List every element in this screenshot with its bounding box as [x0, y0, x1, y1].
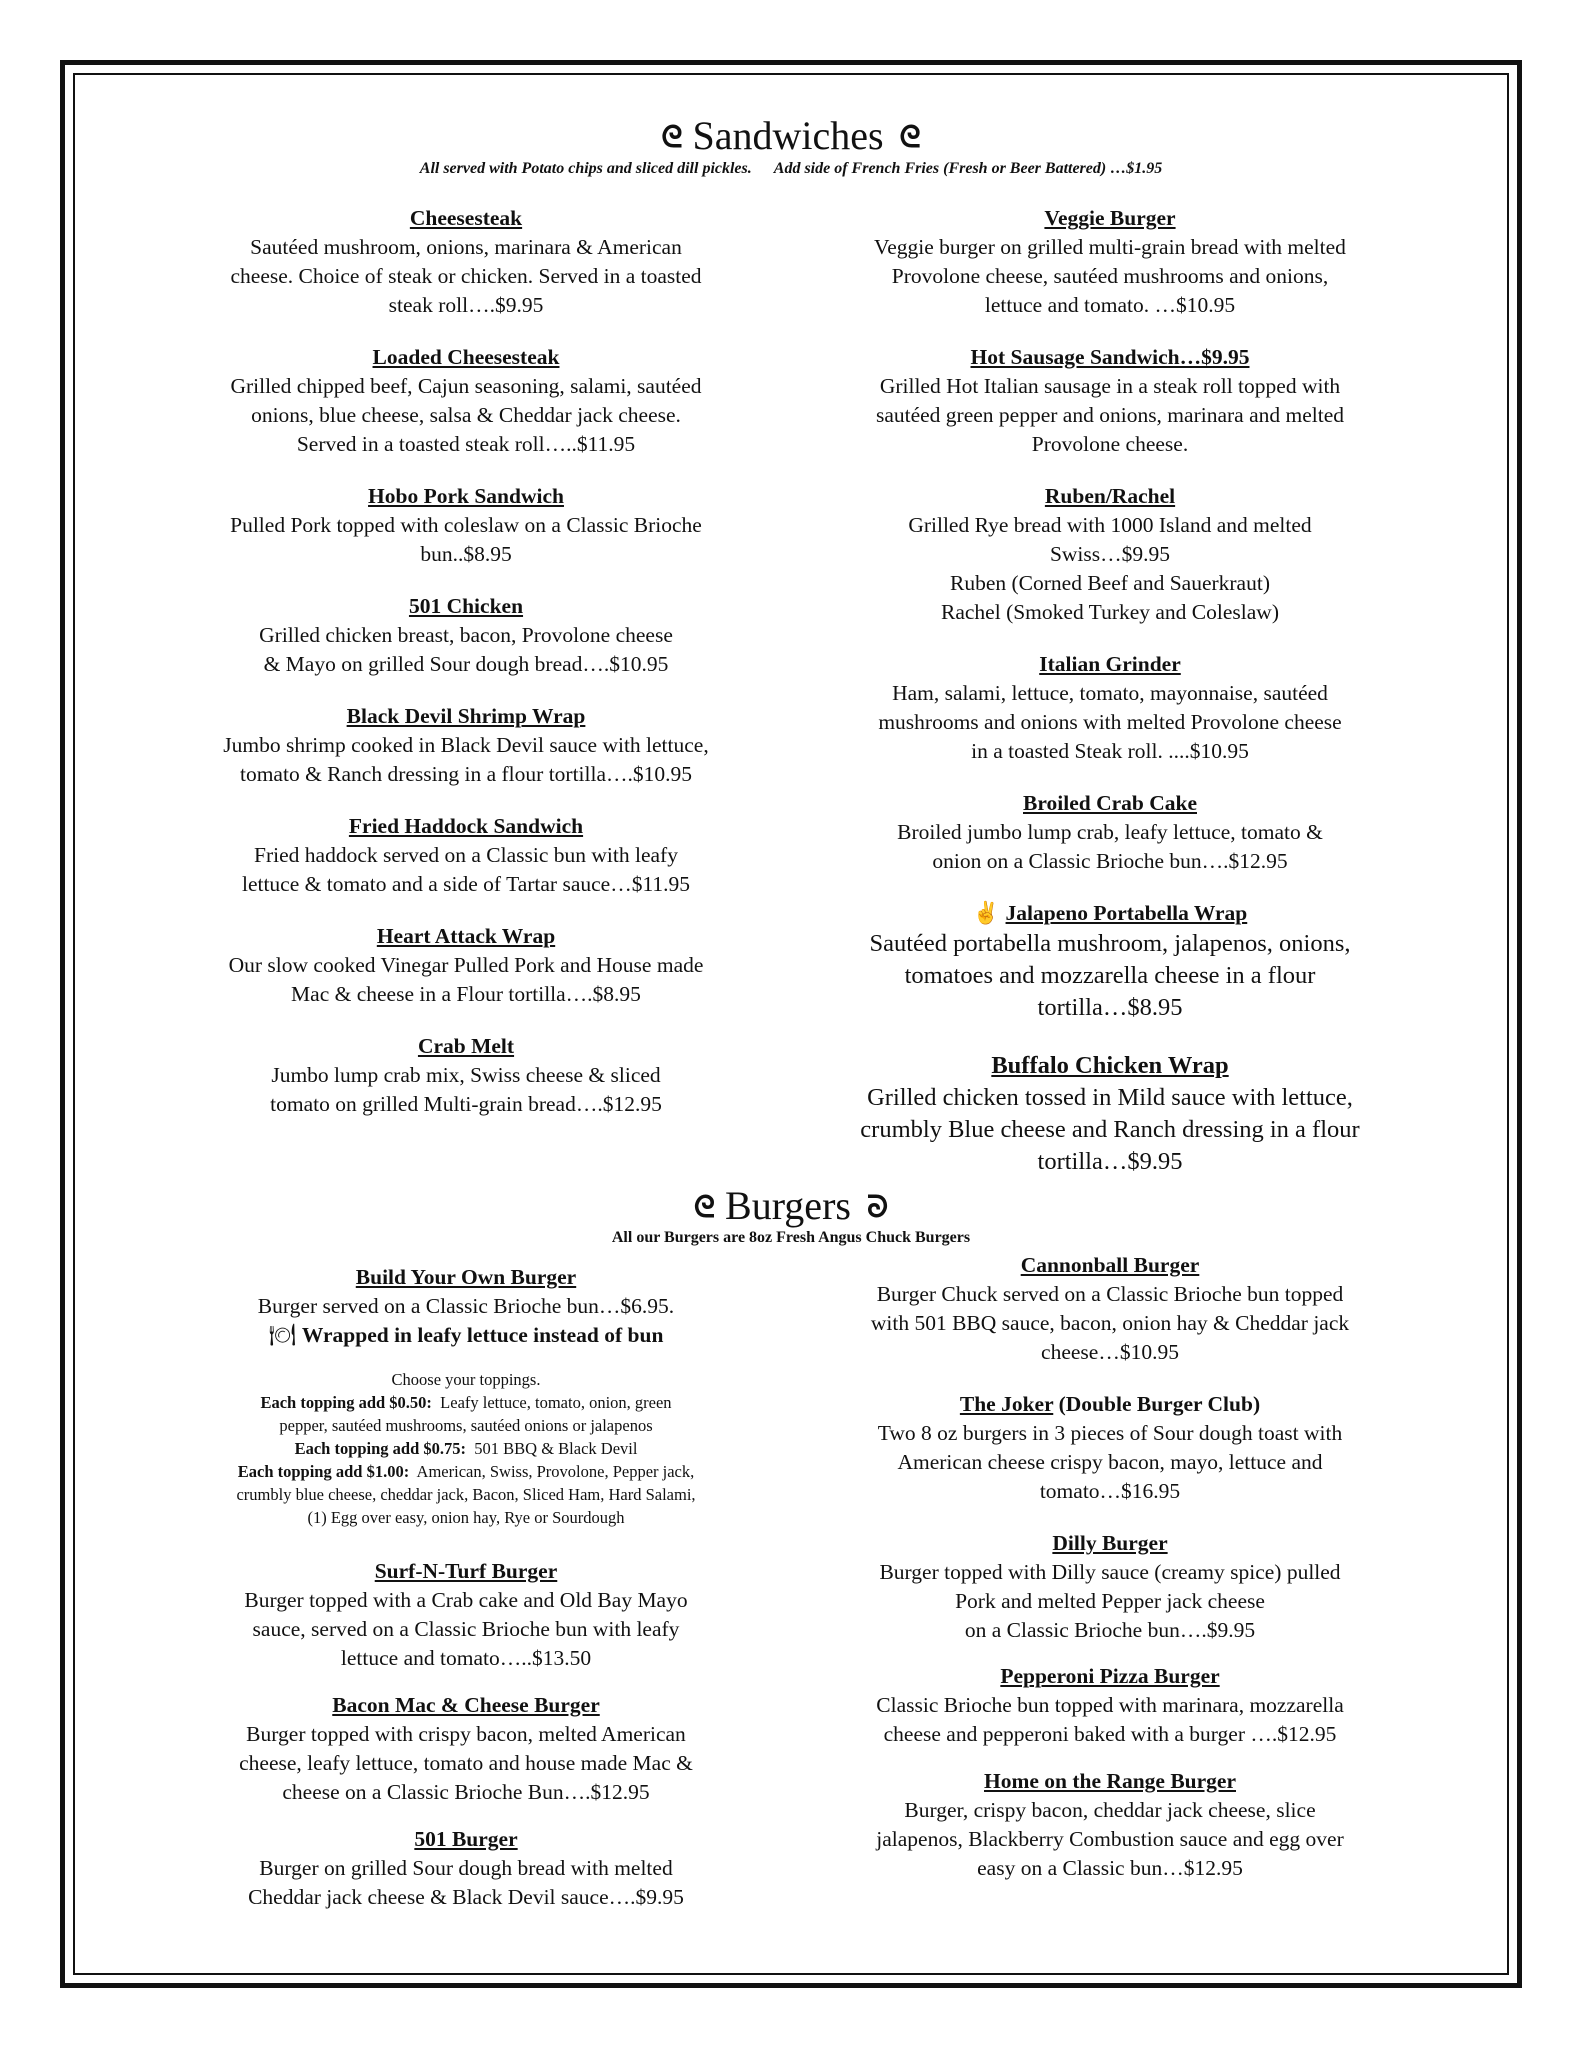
- item-name: Veggie Burger: [1044, 206, 1176, 230]
- item-desc-line: Our slow cooked Vinegar Pulled Pork and House made: [228, 953, 704, 977]
- item-desc-line: cheese. Choice of steak or chicken. Served in a toasted: [230, 264, 702, 288]
- item-name: Cheesesteak: [409, 206, 523, 230]
- item-desc-line: Burger topped with crispy bacon, melted American: [246, 1722, 686, 1746]
- item-desc-line: American cheese crispy bacon, mayo, lettuce and: [897, 1450, 1323, 1474]
- toppings-050: [166, 1391, 766, 1414]
- burgers-heading: [0, 1183, 1582, 1231]
- item-desc-line: Two 8 oz burgers in 3 pieces of Sour dough toast with: [877, 1421, 1343, 1445]
- item-desc-line: tomato…$16.95: [1039, 1479, 1181, 1503]
- toppings-050-cont: pepper, sautéed mushrooms, sautéed onions or jalapenos: [279, 1416, 653, 1435]
- menu-item-hobo-pork: [166, 482, 766, 569]
- toppings-100: [166, 1460, 766, 1483]
- item-desc-line: Pork and melted Pepper jack cheese: [955, 1589, 1265, 1613]
- item-desc-line: Served in a toasted steak roll…..$11.95: [296, 432, 636, 456]
- item-desc-line: Mac & cheese in a Flour tortilla….$8.95: [291, 982, 641, 1006]
- item-desc-line: mushrooms and onions with melted Provolone cheese: [878, 710, 1342, 734]
- item-desc-line: Sautéed portabella mushroom, jalapenos, onions,: [869, 930, 1351, 957]
- item-desc-line: cheese and pepperoni baked with a burger ….$12.95: [883, 1722, 1337, 1746]
- item-name: Cannonball Burger: [1020, 1253, 1200, 1277]
- toppings-075-label: Each topping add $0.75:: [294, 1439, 467, 1458]
- plate-icon: 🍽: [268, 1323, 296, 1347]
- item-desc-line: tomato & Ranch dressing in a flour tortilla….$10.95: [239, 762, 693, 786]
- item-name: Build Your Own Burger: [355, 1265, 577, 1289]
- item-desc-line: & Mayo on grilled Sour dough bread….$10.95: [263, 652, 669, 676]
- menu-item-heart-attack-wrap: [166, 922, 766, 1009]
- item-desc-line: steak roll….$9.95: [388, 293, 544, 317]
- item-desc-line: crumbly Blue cheese and Ranch dressing in a flour: [860, 1116, 1360, 1143]
- item-name: Surf-N-Turf Burger: [374, 1559, 558, 1583]
- menu-item-ruben-rachel: [815, 482, 1405, 627]
- sandwiches-subtitle-fries: Add side of French Fries (Fresh or Beer Battered) …$1.95: [773, 160, 1163, 177]
- toppings-100-cont: crumbly blue cheese, cheddar jack, Bacon, Sliced Ham, Hard Salami,: [236, 1485, 696, 1504]
- item-desc-line: Classic Brioche bun topped with marinara, mozzarella: [876, 1693, 1344, 1717]
- toppings-100-items: American, Swiss, Provolone, Pepper jack,: [416, 1462, 695, 1481]
- menu-item-cannonball: [815, 1251, 1405, 1367]
- menu-item-the-joker: [815, 1390, 1405, 1506]
- item-name: Pepperoni Pizza Burger: [1000, 1664, 1220, 1688]
- toppings-050-items: Leafy lettuce, tomato, onion, green: [440, 1393, 672, 1412]
- menu-item-pepperoni-pizza-burger: [815, 1662, 1405, 1749]
- item-name: Heart Attack Wrap: [376, 924, 556, 948]
- item-desc-line: Veggie burger on grilled multi-grain bread with melted: [874, 235, 1346, 259]
- menu-item-jalapeno-portabella-wrap: [815, 899, 1405, 1024]
- item-desc-line: bun..$8.95: [420, 542, 512, 566]
- item-desc-line: tortilla…$8.95: [1037, 994, 1183, 1021]
- item-name: The Joker: [959, 1392, 1054, 1416]
- item-name: Broiled Crab Cake: [1023, 791, 1197, 815]
- item-desc-line: cheese on a Classic Brioche Bun….$12.95: [282, 1780, 650, 1804]
- toppings-050-label: Each topping add $0.50:: [260, 1393, 432, 1412]
- menu-item-black-devil-shrimp: [166, 702, 766, 789]
- sandwiches-subtitle-sides: All served with Potato chips and sliced dill pickles.: [419, 160, 752, 177]
- flourish-right-icon: ᘐ: [866, 1191, 889, 1224]
- item-name-row: [815, 899, 1405, 928]
- menu-item-buffalo-chicken-wrap: [815, 1050, 1405, 1178]
- toppings-100-cont: (1) Egg over easy, onion hay, Rye or Sourdough: [307, 1508, 625, 1527]
- menu-item-fried-haddock: [166, 812, 766, 899]
- burgers-subtitle: All our Burgers are 8oz Fresh Angus Chuck Burgers: [611, 1229, 971, 1246]
- item-name: 501 Chicken: [408, 594, 524, 618]
- item-desc-line: Fried haddock served on a Classic bun with leafy: [254, 843, 678, 867]
- menu-item-loaded-cheesesteak: [166, 343, 766, 459]
- item-desc-line: Ham, salami, lettuce, tomato, mayonnaise, sautéed: [892, 681, 1328, 705]
- item-desc-line: Swiss…$9.95: [1049, 542, 1171, 566]
- menu-item-surf-n-turf: [166, 1557, 766, 1673]
- menu-item-crab-melt: [166, 1032, 766, 1119]
- sandwiches-heading: [0, 113, 1582, 161]
- item-desc-line: tortilla…$9.95: [1037, 1148, 1183, 1175]
- item-name-suffix: (Double Burger Club): [1053, 1392, 1261, 1416]
- burgers-title: Burgers: [725, 1183, 851, 1228]
- item-name: Italian Grinder: [1039, 652, 1181, 676]
- item-desc-line: Grilled chicken breast, bacon, Provolone cheese: [259, 623, 673, 647]
- toppings-075-items: 501 BBQ & Black Devil: [474, 1439, 638, 1458]
- item-name: Crab Melt: [417, 1034, 515, 1058]
- item-name: Loaded Cheesesteak: [372, 345, 560, 369]
- item-desc-line: Ruben (Corned Beef and Sauerkraut): [949, 571, 1270, 595]
- item-name: Home on the Range Burger: [984, 1769, 1236, 1793]
- item-desc-line: jalapenos, Blackberry Combustion sauce and egg over: [876, 1827, 1344, 1851]
- item-desc-line: with 501 BBQ sauce, bacon, onion hay & Cheddar jack: [870, 1311, 1350, 1335]
- item-desc-line: Cheddar jack cheese & Black Devil sauce….$9.95: [248, 1885, 684, 1909]
- item-desc-line: Jumbo lump crab mix, Swiss cheese & sliced: [271, 1063, 661, 1087]
- item-desc-line: Sautéed mushroom, onions, marinara & American: [250, 235, 682, 259]
- item-desc-line: Grilled Rye bread with 1000 Island and melted: [908, 513, 1312, 537]
- item-desc-line: Burger, crispy bacon, cheddar jack cheese, slice: [904, 1798, 1316, 1822]
- item-desc-line: Burger topped with Dilly sauce (creamy spice) pulled: [879, 1560, 1341, 1584]
- toppings-100-label: Each topping add $1.00:: [237, 1462, 410, 1481]
- item-desc-line: sautéed green pepper and onions, marinara and melted: [875, 403, 1345, 427]
- menu-item-501-burger: [166, 1825, 766, 1912]
- item-desc-line: Grilled chipped beef, Cajun seasoning, salami, sautéed: [230, 374, 702, 398]
- vegetarian-icon: ✌: [972, 901, 1000, 925]
- menu-item-bacon-mac-cheese: [166, 1691, 766, 1807]
- item-desc-line: lettuce and tomato. …$10.95: [984, 293, 1236, 317]
- item-desc-line: Burger on grilled Sour dough bread with melted: [259, 1856, 673, 1880]
- item-desc-line: Jumbo shrimp cooked in Black Devil sauce with lettuce,: [223, 733, 709, 757]
- menu-item-501-chicken: [166, 592, 766, 679]
- sandwiches-subtitle: [0, 160, 1582, 178]
- item-desc-line: Burger served on a Classic Brioche bun…$6.95.: [257, 1294, 675, 1318]
- menu-item-cheesesteak: [166, 204, 766, 320]
- item-desc-line: lettuce and tomato…..$13.50: [340, 1646, 592, 1670]
- item-name: Black Devil Shrimp Wrap: [346, 704, 586, 728]
- menu-item-hot-sausage: [815, 343, 1405, 459]
- item-name: 501 Burger: [414, 1827, 518, 1851]
- item-desc-line: sauce, served on a Classic Brioche bun with leafy: [252, 1617, 680, 1641]
- item-desc-line: Pulled Pork topped with coleslaw on a Classic Brioche: [230, 513, 702, 537]
- flourish-left-icon: ᘓ: [693, 1191, 716, 1224]
- item-desc-line: onions, blue cheese, salsa & Cheddar jack cheese.: [251, 403, 681, 427]
- sandwiches-title: Sandwiches: [692, 113, 884, 158]
- menu-item-build-your-own: [166, 1263, 766, 1529]
- menu-item-broiled-crab-cake: [815, 789, 1405, 876]
- item-desc-line: Grilled chicken tossed in Mild sauce with lettuce,: [867, 1084, 1353, 1111]
- item-desc-line: Broiled jumbo lump crab, leafy lettuce, tomato &: [897, 820, 1323, 844]
- toppings-075: [166, 1437, 766, 1460]
- item-name: Hobo Pork Sandwich: [368, 484, 564, 508]
- item-name-row: [815, 1390, 1405, 1419]
- item-desc-line: lettuce & tomato and a side of Tartar sauce…$11.95: [241, 872, 691, 896]
- item-desc-line: cheese, leafy lettuce, tomato and house made Mac &: [239, 1751, 693, 1775]
- lettuce-wrap-text: Wrapped in leafy lettuce instead of bun: [301, 1323, 664, 1347]
- menu-item-dilly-burger: [815, 1529, 1405, 1645]
- item-desc-line: Burger topped with a Crab cake and Old Bay Mayo: [244, 1588, 688, 1612]
- item-desc-line: Burger Chuck served on a Classic Brioche bun topped: [876, 1282, 1344, 1306]
- item-name: Fried Haddock Sandwich: [348, 814, 584, 838]
- item-desc-line: Provolone cheese.: [1031, 432, 1189, 456]
- item-desc-line: in a toasted Steak roll. ....$10.95: [971, 739, 1249, 763]
- toppings-intro: Choose your toppings.: [391, 1370, 541, 1389]
- lettuce-wrap-note: [166, 1321, 766, 1350]
- item-desc-line: easy on a Classic bun…$12.95: [977, 1856, 1243, 1880]
- item-desc-line: on a Classic Brioche bun….$9.95: [964, 1618, 1256, 1642]
- item-desc-line: cheese…$10.95: [1041, 1340, 1179, 1364]
- item-desc-line: Grilled Hot Italian sausage in a steak roll topped with: [879, 374, 1341, 398]
- menu-item-veggie-burger: [815, 204, 1405, 320]
- item-name: Bacon Mac & Cheese Burger: [332, 1693, 600, 1717]
- menu-item-home-on-the-range: [815, 1767, 1405, 1883]
- item-name: Dilly Burger: [1052, 1531, 1168, 1555]
- item-desc-line: tomato on grilled Multi-grain bread….$12.95: [270, 1092, 662, 1116]
- toppings-block: [166, 1368, 766, 1529]
- item-name: Buffalo Chicken Wrap: [991, 1052, 1229, 1079]
- item-desc-line: onion on a Classic Brioche bun….$12.95: [932, 849, 1288, 873]
- menu-item-italian-grinder: [815, 650, 1405, 766]
- item-desc-line: Rachel (Smoked Turkey and Coleslaw): [941, 600, 1279, 624]
- item-name: Hot Sausage Sandwich…$9.95: [970, 345, 1250, 369]
- item-desc-line: Provolone cheese, sautéed mushrooms and onions,: [891, 264, 1329, 288]
- item-desc-line: tomatoes and mozzarella cheese in a flour: [904, 962, 1316, 989]
- flourish-right-icon: ᘓ: [899, 121, 921, 154]
- flourish-left-icon: ᘓ: [661, 121, 683, 154]
- item-name: Jalapeno Portabella Wrap: [1005, 901, 1248, 925]
- item-name: Ruben/Rachel: [1044, 484, 1176, 508]
